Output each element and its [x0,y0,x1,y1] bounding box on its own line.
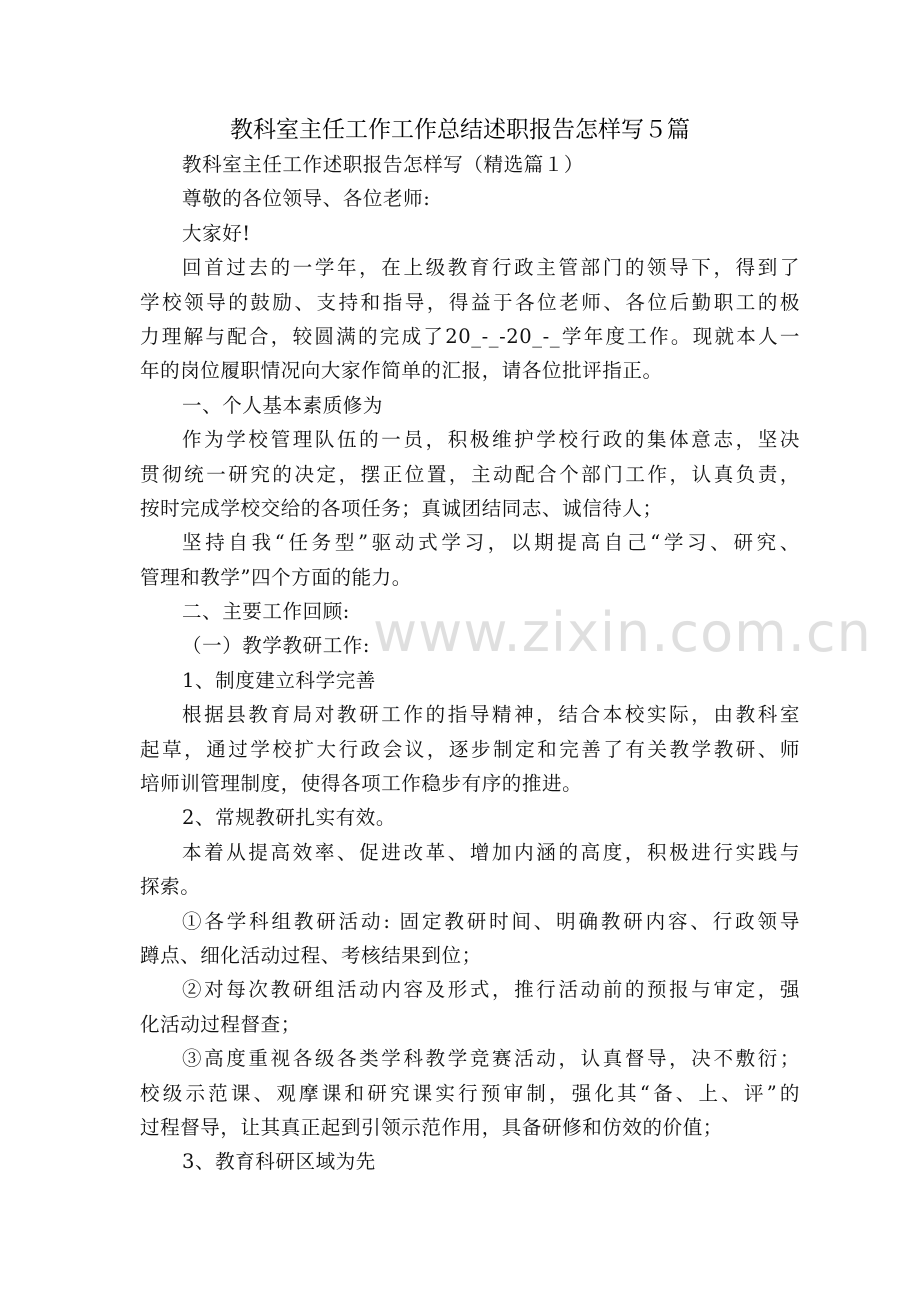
paragraph-line: 按时完成学校交给的各项任务；真诚团结同志、诚信待人； [140,496,663,520]
salutation: 尊敬的各位领导、各位老师: [182,187,431,211]
section-heading: 一、个人基本素质修为 [182,393,384,417]
paragraph-line: 校级示范课、观摩课和研究课实行预审制，强化其“备、上、评”的 [140,1081,800,1105]
paragraph-line: 起草，通过学校扩大行政会议，逐步制定和完善了有关教学教研、师 [140,737,800,761]
paragraph-line: 蹲点、细化活动过程、考核结果到位； [140,943,482,967]
watermark: www.zixin.com.cn [373,601,872,664]
item-heading: 1、制度建立科学完善 [182,668,376,692]
item-heading: 2、常规教研扎实有效。 [182,806,397,830]
subsection-heading: （一）教学教研工作: [182,634,371,658]
paragraph-line: 坚持自我“任务型”驱动式学习，以期提高自己“学习、研究、 [182,531,800,555]
document-title: 教科室主任工作工作总结述职报告怎样写５篇 [230,117,690,143]
greeting: 大家好! [182,221,251,245]
document-body [140,148,800,1180]
paragraph-line: 过程督导，让其真正起到引领示范作用，具备研修和仿效的价值； [140,1115,723,1139]
paragraph-line: ②对每次教研组活动内容及形式，推行活动前的预报与审定，强 [182,978,800,1002]
paragraph-line: 根据县教育局对教研工作的指导精神，结合本校实际，由教科室 [182,703,800,727]
item-heading: 3、教育科研区域为先 [182,1150,376,1174]
paragraph-line: ③高度重视各级各类学科教学竞赛活动，认真督导，决不敷衍； [182,1047,800,1071]
paragraph-line: 学校领导的鼓励、支持和指导，得益于各位老师、各位后勤职工的极 [140,290,800,314]
paragraph-line: 回首过去的一学年，在上级教育行政主管部门的领导下，得到了 [182,256,800,280]
paragraph-line: ①各学科组教研活动: 固定教研时间、明确教研内容、行政领导 [182,909,800,933]
section-heading: 二、主要工作回顾: [182,600,350,624]
paragraph-line: 本着从提高效率、促进改革、增加内涵的高度，积极进行实践与 [182,840,800,864]
paragraph-line: 化活动过程督查； [140,1012,301,1036]
paragraph-line: 作为学校管理队伍的一员，积极维护学校行政的集体意志，坚决 [182,428,800,452]
paragraph-line: 力理解与配合，较圆满的完成了20_-_-20_-_学年度工作。现就本人一 [140,324,800,348]
paragraph-line: 年的岗位履职情况向大家作简单的汇报，请各位批评指正。 [140,359,663,383]
paragraph-line: 管理和教学”四个方面的能力。 [140,565,412,589]
paragraph-line: 探索。 [140,875,201,899]
paragraph-line: 培师训管理制度，使得各项工作稳步有序的推进。 [140,772,583,796]
section-heading: 教科室主任工作述职报告怎样写（精选篇１） [182,153,585,176]
paragraph-line: 贯彻统一研究的决定，摆正位置，主动配合个部门工作，认真负责， [140,462,800,486]
